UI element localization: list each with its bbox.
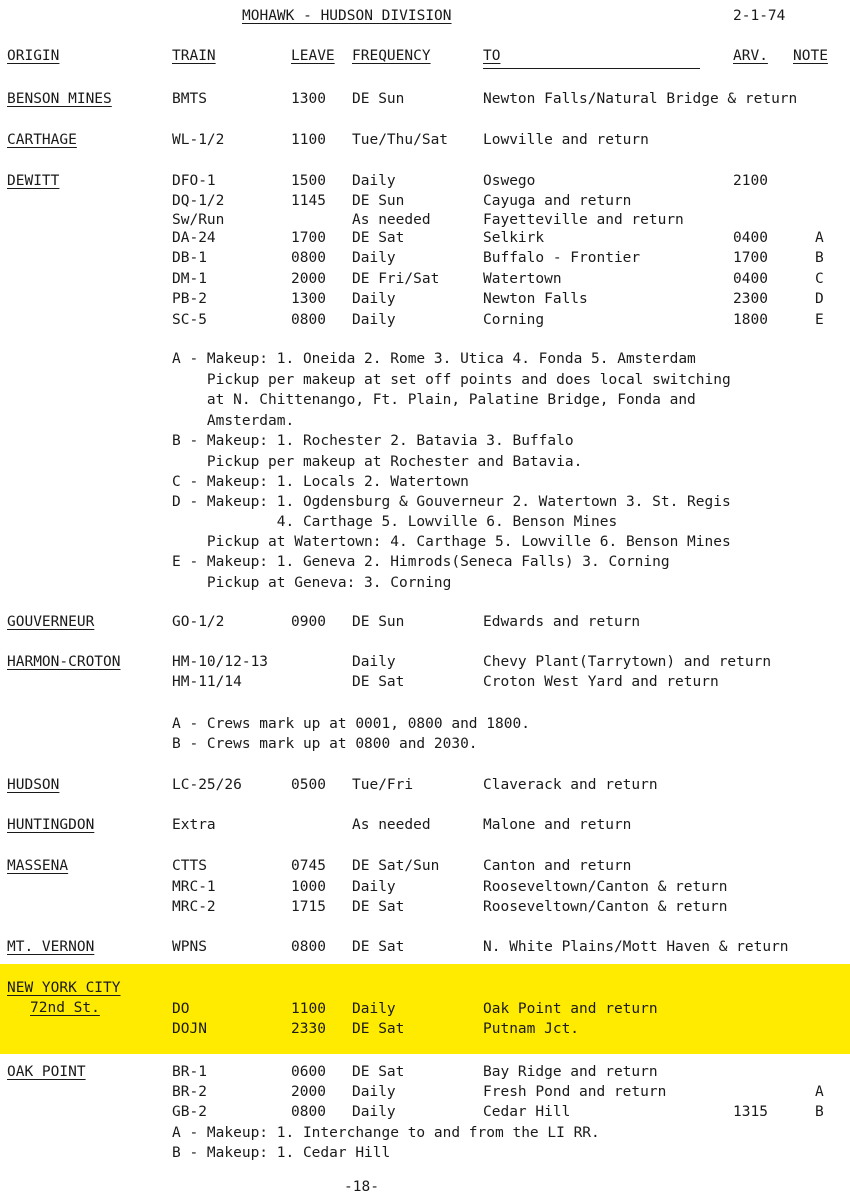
frequency: Daily <box>352 879 396 895</box>
frequency: DE Sun <box>352 614 405 630</box>
frequency: Daily <box>352 291 396 307</box>
note-letter: D <box>815 291 824 307</box>
train-id: HM-10/12-13 <box>172 654 269 670</box>
arrival-time: 1800 <box>733 312 768 328</box>
destination: Oswego <box>483 173 536 189</box>
leave-time: 1100 <box>291 132 326 148</box>
note-line: D - Makeup: 1. Ogdensburg & Gouverneur 2. Watertown 3. St. Regis <box>172 494 731 510</box>
col-frequency-header: FREQUENCY <box>352 48 431 64</box>
destination: Newton Falls/Natural Bridge & return <box>483 91 798 107</box>
train-id: DM-1 <box>172 271 207 287</box>
frequency: DE Sat <box>352 939 405 955</box>
page-number: -18- <box>344 1179 379 1195</box>
leave-time: 1000 <box>291 879 326 895</box>
leave-time: 0600 <box>291 1064 326 1080</box>
col-arv-header: ARV. <box>733 48 768 64</box>
destination: Canton and return <box>483 858 632 874</box>
frequency: Tue/Thu/Sat <box>352 132 449 148</box>
frequency: Daily <box>352 654 396 670</box>
note-letter: B <box>815 1104 824 1120</box>
frequency: As needed <box>352 817 431 833</box>
note-line: A - Crews mark up at 0001, 0800 and 1800. <box>172 716 530 732</box>
leave-time: 1300 <box>291 291 326 307</box>
destination: Oak Point and return <box>483 1001 658 1017</box>
note-line: at N. Chittenango, Ft. Plain, Palatine Bridge, Fonda and <box>172 392 696 408</box>
train-id: DO <box>172 1001 190 1017</box>
destination: Croton West Yard and return <box>483 674 719 690</box>
train-id: CTTS <box>172 858 207 874</box>
note-letter: A <box>815 1084 824 1100</box>
arrival-time: 1315 <box>733 1104 768 1120</box>
train-id: DFO-1 <box>172 173 216 189</box>
note-line: A - Makeup: 1. Oneida 2. Rome 3. Utica 4. Fonda 5. Amsterdam <box>172 351 696 367</box>
destination: Malone and return <box>483 817 632 833</box>
col-note-header: NOTE <box>793 48 828 64</box>
destination: Corning <box>483 312 545 328</box>
frequency: DE Sat <box>352 674 405 690</box>
train-id: SC-5 <box>172 312 207 328</box>
frequency: DE Sat <box>352 899 405 915</box>
note-line: B - Makeup: 1. Cedar Hill <box>172 1145 391 1161</box>
origin-name: MT. VERNON <box>7 939 95 955</box>
leave-time: 0800 <box>291 312 326 328</box>
frequency: DE Sat <box>352 1064 405 1080</box>
frequency: DE Sat <box>352 230 405 246</box>
destination: Cedar Hill <box>483 1104 571 1120</box>
leave-time: 0745 <box>291 858 326 874</box>
train-id: BR-2 <box>172 1084 207 1100</box>
note-line: 4. Carthage 5. Lowville 6. Benson Mines <box>172 514 618 530</box>
note-line: Pickup per makeup at set off points and does local switching <box>172 372 731 388</box>
leave-time: 1145 <box>291 193 326 209</box>
origin-name: HUNTINGDON <box>7 817 95 833</box>
note-letter: C <box>815 271 824 287</box>
frequency: DE Sat <box>352 1021 405 1037</box>
note-line: Amsterdam. <box>172 413 295 429</box>
destination: Lowville and return <box>483 132 649 148</box>
leave-time: 1700 <box>291 230 326 246</box>
destination: Watertown <box>483 271 562 287</box>
frequency: As needed <box>352 212 431 228</box>
highlight-band <box>0 964 850 1054</box>
note-letter: B <box>815 250 824 266</box>
train-id: DA-24 <box>172 230 216 246</box>
train-id: Extra <box>172 817 216 833</box>
leave-time: 2000 <box>291 271 326 287</box>
frequency: Daily <box>352 1084 396 1100</box>
arrival-time: 2300 <box>733 291 768 307</box>
leave-time: 2000 <box>291 1084 326 1100</box>
destination: Chevy Plant(Tarrytown) and return <box>483 654 772 670</box>
frequency: Daily <box>352 1104 396 1120</box>
train-id: WL-1/2 <box>172 132 225 148</box>
destination: Putnam Jct. <box>483 1021 580 1037</box>
col-train-header: TRAIN <box>172 48 216 64</box>
frequency: DE Sun <box>352 193 405 209</box>
arrival-time: 0400 <box>733 230 768 246</box>
frequency: Daily <box>352 173 396 189</box>
leave-time: 0800 <box>291 250 326 266</box>
arrival-time: 2100 <box>733 173 768 189</box>
train-id: MRC-1 <box>172 879 216 895</box>
train-id: Sw/Run <box>172 212 225 228</box>
note-line: C - Makeup: 1. Locals 2. Watertown <box>172 474 469 490</box>
note-line: B - Makeup: 1. Rochester 2. Batavia 3. Buffalo <box>172 433 574 449</box>
origin-name: GOUVERNEUR <box>7 614 95 630</box>
train-id: BR-1 <box>172 1064 207 1080</box>
origin-name: OAK POINT <box>7 1064 86 1080</box>
origin-subname: 72nd St. <box>30 1000 100 1016</box>
frequency: DE Sun <box>352 91 405 107</box>
leave-time: 1100 <box>291 1001 326 1017</box>
origin-name: CARTHAGE <box>7 132 77 148</box>
train-id: MRC-2 <box>172 899 216 915</box>
destination: Newton Falls <box>483 291 588 307</box>
col-to-header: TO <box>483 48 501 64</box>
arrival-time: 0400 <box>733 271 768 287</box>
train-id: DQ-1/2 <box>172 193 225 209</box>
note-line: E - Makeup: 1. Geneva 2. Himrods(Seneca Falls) 3. Corning <box>172 554 670 570</box>
destination: Rooseveltown/Canton & return <box>483 879 728 895</box>
division-title: MOHAWK - HUDSON DIVISION <box>242 8 452 24</box>
destination: Rooseveltown/Canton & return <box>483 899 728 915</box>
origin-name: HARMON-CROTON <box>7 654 121 670</box>
origin-name: BENSON MINES <box>7 91 112 107</box>
train-id: DB-1 <box>172 250 207 266</box>
note-line: Pickup at Geneva: 3. Corning <box>172 575 452 591</box>
origin-name: DEWITT <box>7 173 60 189</box>
destination: Fresh Pond and return <box>483 1084 667 1100</box>
leave-time: 1300 <box>291 91 326 107</box>
leave-time: 0500 <box>291 777 326 793</box>
frequency: DE Sat/Sun <box>352 858 440 874</box>
origin-name: MASSENA <box>7 858 69 874</box>
leave-time: 0800 <box>291 939 326 955</box>
note-letter: A <box>815 230 824 246</box>
leave-time: 2330 <box>291 1021 326 1037</box>
train-id: GO-1/2 <box>172 614 225 630</box>
leave-time: 0900 <box>291 614 326 630</box>
train-id: LC-25/26 <box>172 777 242 793</box>
train-id: HM-11/14 <box>172 674 242 690</box>
col-origin-header: ORIGIN <box>7 48 60 64</box>
note-letter: E <box>815 312 824 328</box>
destination: Selkirk <box>483 230 545 246</box>
train-id: PB-2 <box>172 291 207 307</box>
col-leave-header: LEAVE <box>291 48 335 64</box>
destination: Bay Ridge and return <box>483 1064 658 1080</box>
document-date: 2-1-74 <box>733 8 786 24</box>
note-line: A - Makeup: 1. Interchange to and from the LI RR. <box>172 1125 600 1141</box>
leave-time: 0800 <box>291 1104 326 1120</box>
to-header-rule <box>483 68 700 69</box>
destination: Claverack and return <box>483 777 658 793</box>
train-id: DOJN <box>172 1021 207 1037</box>
leave-time: 1715 <box>291 899 326 915</box>
destination: N. White Plains/Mott Haven & return <box>483 939 789 955</box>
train-id: WPNS <box>172 939 207 955</box>
origin-name: NEW YORK CITY <box>7 980 121 996</box>
frequency: Daily <box>352 312 396 328</box>
destination: Fayetteville and return <box>483 212 684 228</box>
note-line: B - Crews mark up at 0800 and 2030. <box>172 736 478 752</box>
train-id: BMTS <box>172 91 207 107</box>
frequency: Daily <box>352 1001 396 1017</box>
note-line: Pickup at Watertown: 4. Carthage 5. Lowville 6. Benson Mines <box>172 534 731 550</box>
origin-name: HUDSON <box>7 777 60 793</box>
destination: Edwards and return <box>483 614 641 630</box>
arrival-time: 1700 <box>733 250 768 266</box>
destination: Buffalo - Frontier <box>483 250 641 266</box>
train-id: GB-2 <box>172 1104 207 1120</box>
destination: Cayuga and return <box>483 193 632 209</box>
frequency: DE Fri/Sat <box>352 271 440 287</box>
leave-time: 1500 <box>291 173 326 189</box>
frequency: Tue/Fri <box>352 777 414 793</box>
frequency: Daily <box>352 250 396 266</box>
note-line: Pickup per makeup at Rochester and Batavia. <box>172 454 583 470</box>
